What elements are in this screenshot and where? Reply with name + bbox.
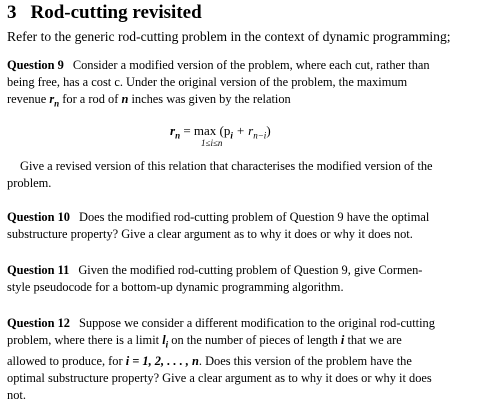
question-9-label: Question 9	[7, 58, 64, 72]
question-9-line-2: being free, has a cost c. Under the original version of the problem, the maximum	[7, 74, 408, 89]
question-12-line-1: Suppose we consider a different modification to the original rod-cutting	[79, 316, 435, 330]
question-12-line-5: not.	[7, 387, 26, 402]
question-10-line-2: substructure property? Give a clear argument as to why it does or why it does not.	[7, 226, 413, 241]
question-10-label: Question 10	[7, 210, 70, 224]
section-number: 3	[7, 2, 17, 23]
section-intro: Refer to the generic rod-cutting problem in the context of dynamic programming;	[7, 29, 451, 44]
question-12-line-2: problem, where there is a limit $l_i$ on the number of pieces of length i that we are	[7, 332, 402, 350]
question-9-line-3: revenue $r_n$ for a rod of n inches was given by the relation	[7, 91, 291, 109]
question-12-line-4: optimal substructure property? Give a clear argument as to why it does or why it does	[7, 370, 432, 385]
question-11-line-2: style pseudocode for a bottom-up dynamic programming algorithm.	[7, 279, 344, 294]
recurrence-formula	[7, 122, 477, 162]
question-10-line-1: Does the modified rod-cutting problem of Question 9 have the optimal	[79, 210, 430, 224]
question-11	[7, 262, 477, 296]
question-11-label: Question 11	[7, 263, 70, 277]
section-title: Rod-cutting revisited	[30, 2, 202, 23]
question-10	[7, 209, 477, 243]
formula-main: $r_n = \max (p_i + r_{n-i})$	[170, 123, 271, 141]
question-9	[7, 57, 477, 112]
document-page	[7, 0, 477, 402]
question-9-after-1: Give a revised version of this relation that characterises the modified version of the	[20, 159, 433, 173]
question-11-line-1: Given the modified rod-cutting problem of Question 9, give Cormen-	[78, 263, 423, 277]
question-9-followup	[7, 158, 477, 192]
question-9-line-1: Consider a modified version of the problem, where each cut, rather than	[72, 58, 430, 72]
formula-subscript-range: 1≤i≤n	[201, 138, 223, 148]
question-12	[7, 315, 477, 403]
question-12-label: Question 12	[7, 316, 70, 330]
question-9-after-2: problem.	[7, 175, 52, 190]
question-12-line-3: allowed to produce, for i = 1, 2, . . . , n. Does this version of the problem have the	[7, 354, 412, 369]
section-heading	[7, 2, 477, 24]
